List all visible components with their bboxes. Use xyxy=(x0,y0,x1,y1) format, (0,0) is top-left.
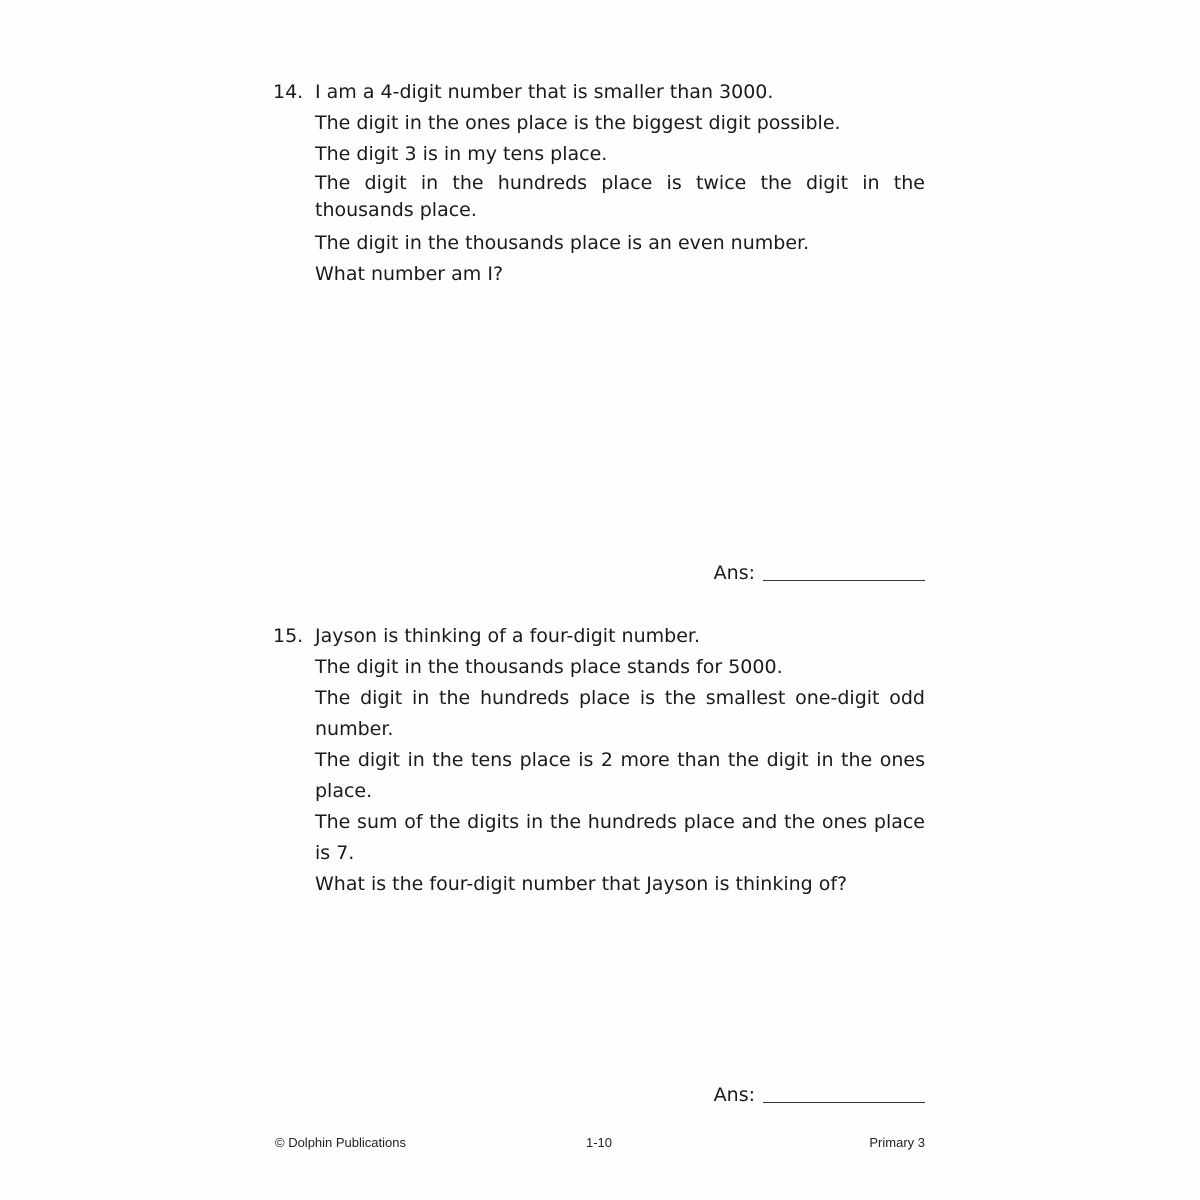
answer-15 xyxy=(714,1084,925,1106)
question-text xyxy=(315,77,925,290)
answer-label: Ans: xyxy=(713,562,755,584)
question-15 xyxy=(273,621,925,900)
answer-label: Ans: xyxy=(713,1084,755,1106)
answer-14 xyxy=(714,562,925,584)
question-line: What is the four-digit number that Jayson is thinking of? xyxy=(315,873,848,895)
question-number: 14. xyxy=(273,81,304,103)
question-line: The digit in the thousands place stands for 5000. xyxy=(315,656,783,678)
question-14-row xyxy=(273,77,925,290)
question-line: The digit in the tens place is 2 more than the digit in the ones place. xyxy=(315,749,925,802)
answer-blank[interactable] xyxy=(763,1096,925,1103)
footer-level: Primary 3 xyxy=(869,1135,925,1150)
question-14 xyxy=(273,77,925,290)
question-line: What number am I? xyxy=(315,263,504,285)
question-line: The digit in the hundreds place is twice the digit in the thousands place. xyxy=(315,172,925,221)
footer-publisher: © Dolphin Publications xyxy=(275,1135,406,1150)
question-line: The digit in the ones place is the biggest digit possible. xyxy=(315,112,841,134)
question-15-row xyxy=(273,621,925,900)
answer-blank[interactable] xyxy=(763,574,925,581)
question-line: The digit 3 is in my tens place. xyxy=(315,143,608,165)
question-line: I am a 4-digit number that is smaller than 3000. xyxy=(315,81,774,103)
footer-page-number: 1-10 xyxy=(586,1135,613,1150)
question-line: The digit in the hundreds place is the smallest one-digit odd number. xyxy=(315,687,925,740)
question-line: The sum of the digits in the hundreds place and the ones place is 7. xyxy=(315,811,925,864)
question-text xyxy=(315,621,925,900)
question-number: 15. xyxy=(273,625,304,647)
question-line: The digit in the thousands place is an even number. xyxy=(315,232,810,254)
question-line: Jayson is thinking of a four-digit number. xyxy=(315,625,701,647)
